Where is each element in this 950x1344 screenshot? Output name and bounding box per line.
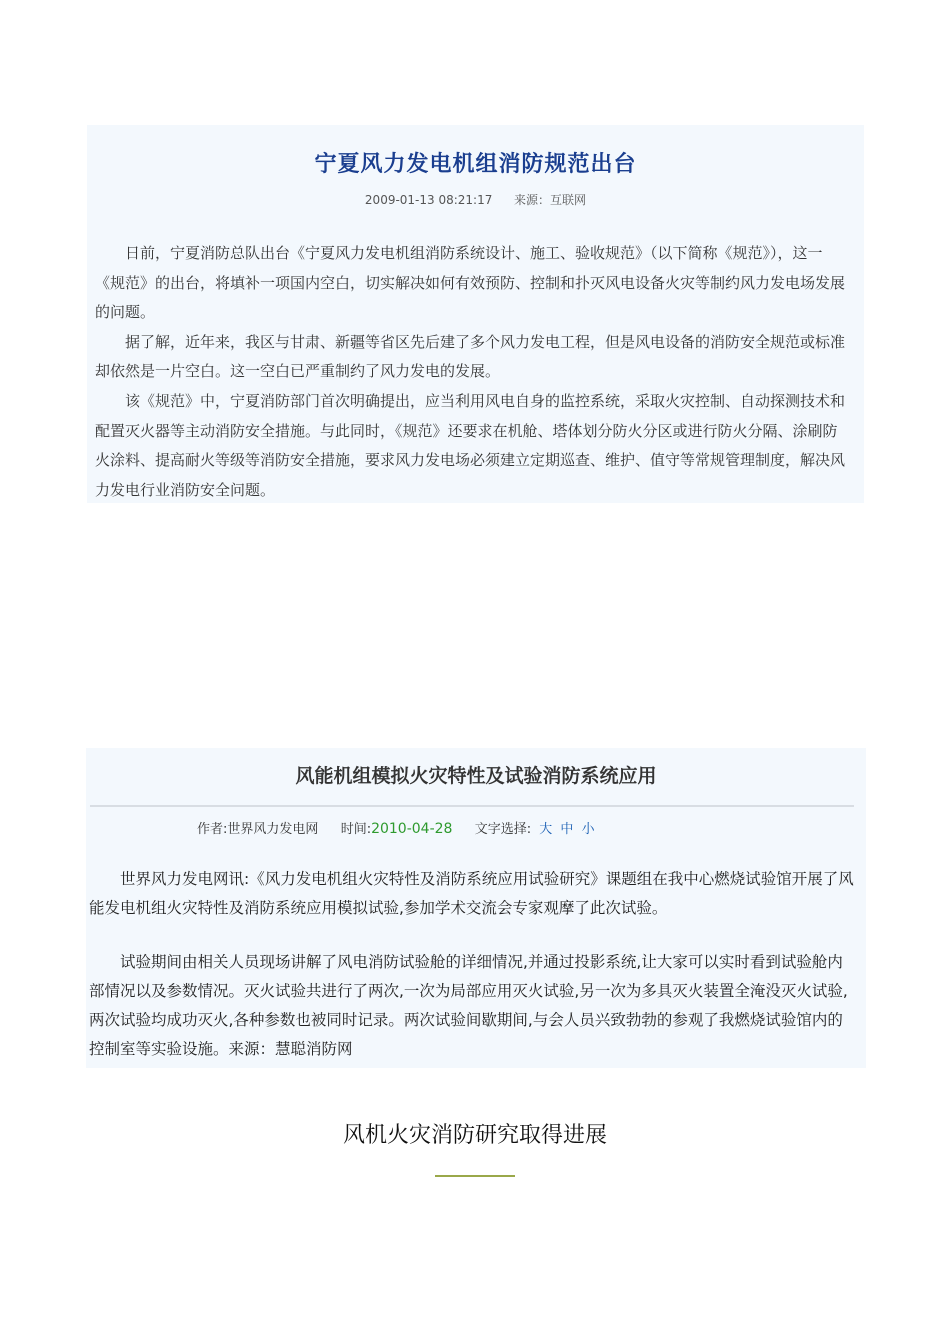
publish-date: 2010-04-28 [371,821,453,837]
article-panel-1 [87,125,864,503]
article-title: 风能机组模拟火灾特性及试验消防系统应用 [295,765,657,787]
article-title: 宁夏风力发电机组消防规范出台 [314,152,637,177]
paragraph: 日前，宁夏消防总队出台《宁夏风力发电机组消防系统设计、施工、验收规范》（以下简称《规范》），这一《规范》的出台，将填补一项国内空白，切实解决如何有效预防、控制和扑灭风电设备火灾等制约风力发电场发展的问题。 [95,244,846,322]
font-size-small-link[interactable]: 小 [581,822,595,837]
time-label: 时间: [340,822,372,837]
section-headline: 风机火灾消防研究取得进展 [342,1123,607,1148]
font-size-large-link[interactable]: 大 [539,822,553,837]
source-label: 来源： [514,193,551,207]
source-value: 互联网 [550,193,587,207]
publish-datetime: 2009-01-13 08:21:17 [364,193,493,207]
font-size-label: 文字选择: [474,822,532,837]
paragraph: 试验期间由相关人员现场讲解了风电消防试验舱的详细情况,并通过投影系统,让大家可以实时看到试验舱内部情况以及参数情况。灭火试验共进行了两次,一次为局部应用灭火试验,另一次为多具灭火装置全淹没灭火试验,两次试验均成功灭火,各种参数也被同时记录。两次试验间歇期间,与会人员兴致勃勃的参观了我燃烧试验馆内的控制室等实验设施。来源：慧聪消防网 [89,953,848,1058]
paragraph: 据了解，近年来，我区与甘肃、新疆等省区先后建了多个风力发电工程，但是风电设备的消防安全规范或标准却依然是一片空白。这一空白已严重制约了风力发电的发展。 [95,332,846,381]
font-size-medium-link[interactable]: 中 [560,822,574,837]
article-panel-2 [86,748,866,1068]
article-meta [87,191,864,208]
author-label: 作者: [197,822,228,837]
article-meta [197,818,595,837]
paragraph: 世界风力发电网讯:《风力发电机组火灾特性及消防系统应用试验研究》课题组在我中心燃烧试验馆开展了风能发电机组火灾特性及消防系统应用模拟试验,参加学术交流会专家观摩了此次试验。 [89,870,854,917]
title-divider [90,805,854,807]
headline-underline [435,1175,515,1177]
article-body [95,239,852,505]
author-value: 世界风力发电网 [227,822,319,837]
paragraph: 该《规范》中，宁夏消防部门首次明确提出，应当利用风电自身的监控系统，采取火灾控制、自动探测技术和配置灭火器等主动消防安全措施。与此同时，《规范》还要求在机舱、塔体划分防火分区或进行防火分隔、涂刷防火涂料、提高耐火等级等消防安全措施，要求风力发电场必须建立定期巡查、维护、值守等常规管理制度，解决风力发电行业消防安全问题。 [95,391,846,499]
article-body [89,865,854,1064]
